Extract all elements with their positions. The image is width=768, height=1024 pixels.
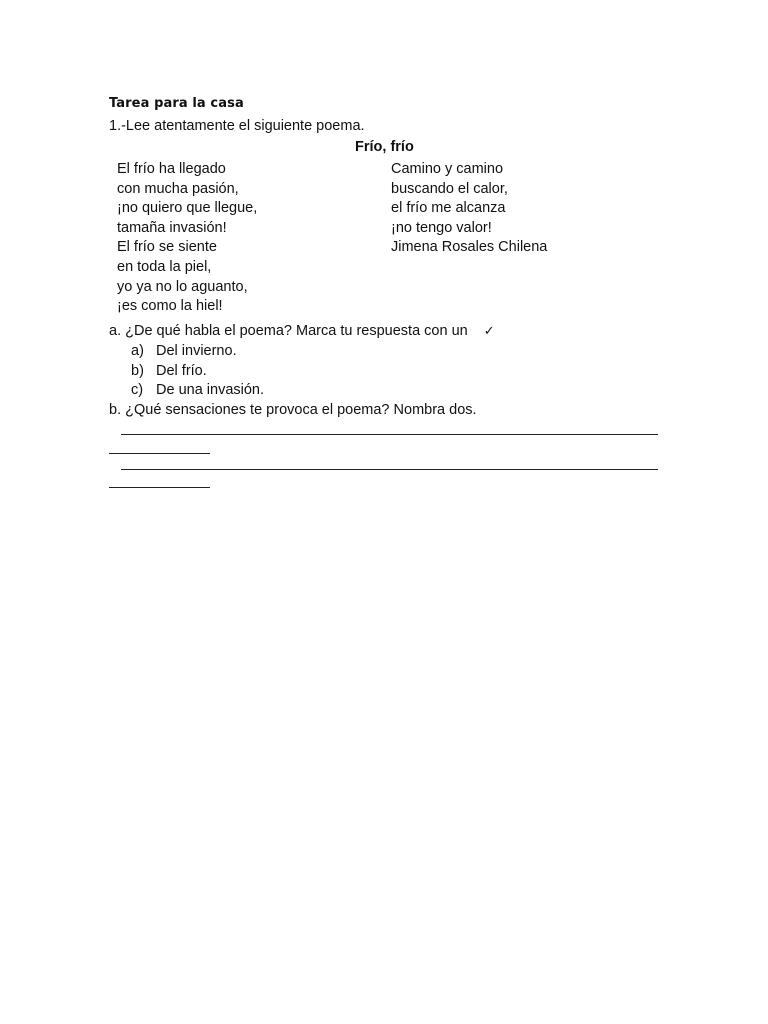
poem-verse: buscando el calor,	[391, 180, 508, 197]
answer-line-2-continuation[interactable]	[109, 487, 210, 488]
answer-option[interactable]	[131, 381, 264, 401]
checkmark-icon: ✓	[483, 324, 495, 339]
option-text: De una invasión.	[156, 382, 265, 399]
poem-verse: en toda la piel,	[117, 258, 212, 275]
worksheet-heading: Tarea para la casa	[109, 96, 244, 111]
poem-author: Jimena Rosales Chilena	[391, 239, 548, 256]
poem-left-column	[117, 160, 257, 317]
poem-verse: Camino y camino	[391, 161, 504, 177]
option-letter: a)	[131, 343, 144, 359]
poem-verse: El frío se siente	[117, 239, 217, 256]
poem-verse: yo ya no lo aguanto,	[117, 278, 248, 295]
answer-option[interactable]	[131, 342, 264, 362]
poem-verse: el frío me alcanza	[391, 200, 506, 217]
poem-verse: con mucha pasión,	[117, 180, 239, 197]
poem-verse: tamaña invasión!	[117, 219, 227, 236]
option-text: Del invierno.	[156, 343, 237, 359]
poem-verse: ¡no quiero que llegue,	[117, 200, 258, 217]
question-a	[109, 322, 495, 341]
poem-verse: ¡es como la hiel!	[117, 298, 223, 315]
poem-verse: El frío ha llegado	[117, 161, 226, 177]
instruction-text: 1.-Lee atentamente el siguiente poema.	[109, 118, 365, 134]
question-a-text: a. ¿De qué habla el poema? Marca tu respuesta con un	[109, 323, 468, 339]
option-letter: c)	[131, 382, 144, 399]
answer-options	[131, 342, 264, 401]
answer-line-2[interactable]	[121, 469, 658, 470]
poem-verse: ¡no tengo valor!	[391, 219, 492, 236]
answer-line-1-continuation[interactable]	[109, 453, 210, 454]
poem-title: Frío, frío	[355, 139, 414, 155]
question-b: b. ¿Qué sensaciones te provoca el poema? Nombra dos.	[109, 402, 477, 418]
answer-line-1[interactable]	[121, 434, 658, 435]
option-letter: b)	[131, 362, 144, 379]
option-text: Del frío.	[156, 362, 207, 379]
poem-right-column	[391, 160, 547, 258]
answer-option[interactable]	[131, 362, 264, 382]
